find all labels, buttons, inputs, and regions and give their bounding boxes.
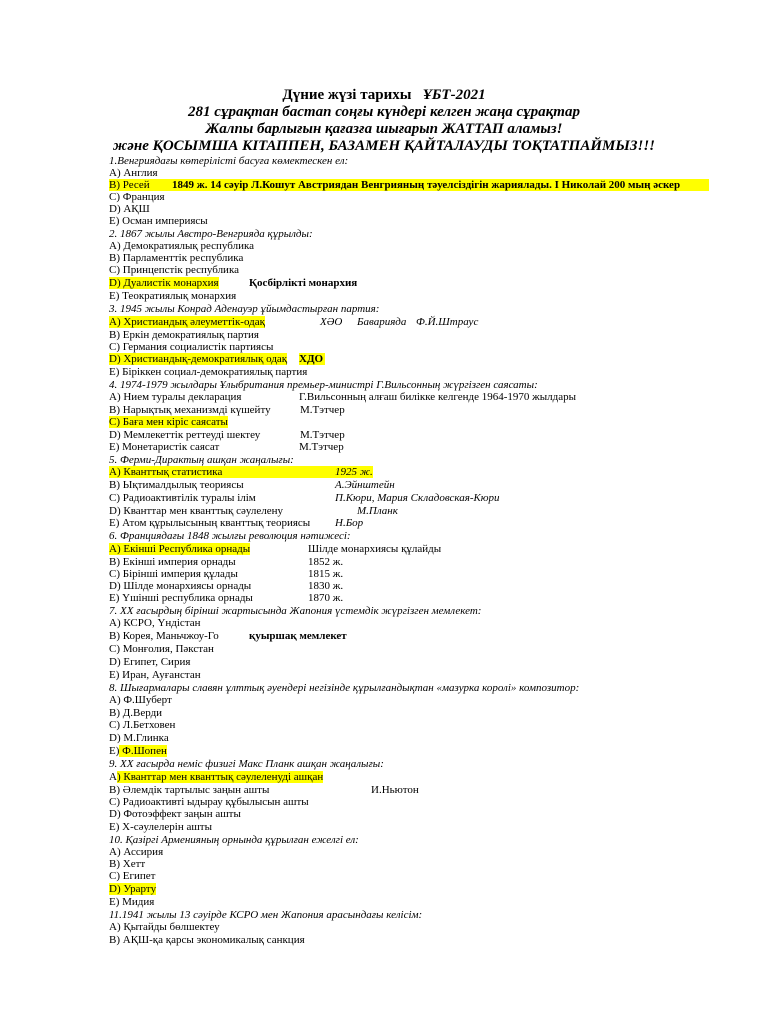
- q10-option-a: А) Ассирия: [109, 846, 164, 858]
- q6-option-d-row: [109, 580, 344, 592]
- document-title: [0, 86, 768, 104]
- q4-note-b: М.Тэтчер: [300, 404, 345, 416]
- q8-option-a: А) Ф.Шуберт: [109, 694, 172, 706]
- q4-note-e: М.Тэтчер: [299, 441, 344, 453]
- q2-option-b: В) Парламенттік республика: [109, 252, 244, 264]
- q9-option-a-answer: ) Кванттар мен кванттық сәулеленуді ашқан: [116, 771, 324, 783]
- q5-option-e-row: [109, 517, 364, 529]
- q3-option-c: С) Германия социалистік партиясы: [109, 341, 274, 353]
- q7-option-e: Е) Иран, Ауғанстан: [109, 669, 201, 681]
- q2-option-d-answer: D) Дуалистік монархия: [109, 277, 219, 289]
- question-4: 4. 1974-1979 жылдары Ұлыбритания премьер-министрі Г.Вильсонның жүргізген саясаты:: [109, 379, 538, 391]
- question-9: 9. ХХ ғасырда неміс физигі Макс Планк ашқан жаңалығы:: [109, 758, 384, 770]
- q1-option-b-label: В) Ресей: [109, 179, 150, 191]
- q6-note-d: 1830 ж.: [308, 580, 344, 592]
- q5-option-a-row: [109, 466, 373, 478]
- q4-option-a-row: [109, 391, 577, 403]
- q8-option-e-letter: Е): [109, 745, 120, 757]
- q9-option-b: В) Әлемдік тартылыс заңын ашты: [109, 784, 270, 796]
- q4-option-b-row: [109, 404, 345, 416]
- q9-option-b-row: [109, 784, 419, 796]
- q10-option-e: Е) Мидия: [109, 896, 155, 908]
- q5-note-d: М.Планк: [357, 505, 398, 517]
- q3-option-e: Е) Біріккен социал-демократиялық партия: [109, 366, 308, 378]
- q6-option-d: D) Шілде монархиясы орнады: [109, 580, 252, 592]
- q10-option-c: С) Египет: [109, 870, 156, 882]
- question-3: 3. 1945 жылы Конрад Аденауэр ұйымдастырған партия:: [109, 303, 380, 315]
- q5-option-d-row: [109, 505, 398, 517]
- q3-option-b: В) Еркін демократиялық партия: [109, 329, 259, 341]
- question-6: 6. Франциядағы 1848 жылғы революция нәтижесі:: [109, 530, 351, 542]
- q1-option-c: С) Франция: [109, 191, 165, 203]
- q4-option-d: D) Мемлекеттік реттеуді шектеу: [109, 429, 261, 441]
- q9-option-a-letter: А: [109, 771, 117, 783]
- q11-option-a: А) Қытайды бөлшектеу: [109, 921, 220, 933]
- q7-option-c: С) Монғолия, Пәкстан: [109, 643, 214, 655]
- q1-answer-note: 1849 ж. 14 сәуір Л.Кошут Австриядан Венгрияның тәуелсіздігін жариялады. І Николай 200 мың әскер: [172, 179, 681, 191]
- subtitle-new-questions: 281 сұрақтан бастап соңғы күндері келген жаңа сұрақтар: [188, 104, 580, 120]
- q2-option-d-row: [109, 277, 358, 289]
- q5-note-b: А.Эйнштейн: [335, 479, 395, 491]
- q4-note-d: М.Тэтчер: [300, 429, 345, 441]
- q5-option-b: В) Ықтималдылық теориясы: [109, 479, 244, 491]
- q3-option-a-row: [109, 316, 479, 328]
- title-text: Дүние жүзі тарихы: [282, 87, 412, 103]
- q6-note-a: Шілде монархиясы құлайды: [308, 543, 442, 555]
- q5-option-b-row: [109, 479, 395, 491]
- q3-option-d-row: [109, 353, 324, 365]
- question-10: 10. Қазіргі Арменияның орнында құрылған ежелгі ел:: [109, 834, 359, 846]
- q2-option-e: Е) Теократиялық монархия: [109, 290, 237, 302]
- q3-note-abbr: ХӘО: [320, 316, 343, 328]
- q7-option-b-row: [109, 630, 347, 642]
- q3-note-leader: Ф.Й.Штраус: [416, 316, 479, 328]
- subtitle-repeat: және ҚОСЫМША КІТАППЕН, БАЗАМЕН ҚАЙТАЛАУДЫ ТОҚТАТПАЙМЫЗ!!!: [112, 138, 656, 154]
- q10-option-b: В) Хетт: [109, 858, 146, 870]
- question-5: 5. Ферми-Дирактың ашқан жаңалығы:: [109, 454, 294, 466]
- q4-option-c-answer: С) Баға мен кіріс саясаты: [109, 416, 228, 428]
- q3-note-region: Бавариядa: [357, 316, 407, 328]
- q9-option-c: С) Радиоактивті ыдырау құбылысын ашты: [109, 796, 309, 808]
- q1-option-b-answer: [109, 179, 709, 191]
- q6-option-e: Е) Үшінші республика орнады: [109, 592, 253, 604]
- q4-option-d-row: [109, 429, 345, 441]
- q1-option-e: Е) Осман империясы: [109, 215, 208, 227]
- q10-option-d-answer: D) Урарту: [109, 883, 157, 895]
- q3-answer-note: ХДО: [299, 353, 324, 365]
- q8-option-d: D) М.Глинка: [109, 732, 169, 744]
- q5-note-a: 1925 ж.: [335, 466, 373, 478]
- q5-note-c: П.Кюри, Мария Складовская-Кюри: [335, 492, 500, 504]
- q8-option-e-row: [109, 745, 167, 757]
- q6-option-a-answer: А) Екінші Республика орнады: [109, 543, 251, 555]
- q9-option-e: Е) Х-сәулелерін ашты: [109, 821, 213, 833]
- question-8: 8. Шығармалары славян ұлттық әуендері негізінде құрылғандықтан «мазурка королі» композитор:: [109, 682, 580, 694]
- q1-option-a: А) Англия: [109, 167, 158, 179]
- q8-option-b: В) Д.Верди: [109, 707, 163, 719]
- q1-option-d: D) АҚШ: [109, 203, 150, 215]
- q6-note-e: 1870 ж.: [308, 592, 344, 604]
- q2-option-c: С) Принцепстік республика: [109, 264, 240, 276]
- q8-option-e-answer: Ф.Шопен: [119, 745, 167, 757]
- q11-option-b: В) АҚШ-қа қарсы экономикалық санкция: [109, 934, 305, 946]
- q2-answer-note: Қосбірлікті монархия: [249, 277, 358, 289]
- question-11: 11.1941 жылы 13 сәуірде КСРО мен Жапония арасындағы келісім:: [109, 909, 423, 921]
- q6-option-c-row: [109, 568, 344, 580]
- q4-option-b: В) Нарықтық механизмді күшейту: [109, 404, 271, 416]
- q4-option-a: А) Нием туралы декларация: [109, 391, 242, 403]
- question-2: 2. 1867 жылы Австро-Венгрияда құрылды:: [109, 228, 313, 240]
- q9-note-b: И.Ньютон: [371, 784, 419, 796]
- question-7: 7. ХХ ғасырдың бірінші жартысында Жапония үстемдік жүргізген мемлекет:: [109, 605, 482, 617]
- q5-option-a-answer: А) Кванттық статистика: [109, 466, 373, 478]
- title-tag: ҰБТ-2021: [422, 87, 486, 103]
- q7-note-b: қуыршақ мемлекет: [249, 630, 347, 642]
- q5-option-c-row: [109, 492, 500, 504]
- q8-option-c: С) Л.Бетховен: [109, 719, 176, 731]
- q6-option-c: С) Бірінші империя құлады: [109, 568, 238, 580]
- q5-note-e: Н.Бор: [335, 517, 364, 529]
- q5-option-d: D) Кванттар мен кванттық сәулелену: [109, 505, 284, 517]
- q6-note-c: 1815 ж.: [308, 568, 344, 580]
- q3-option-d-answer: D) Христиандық-демократиялық одақ: [109, 353, 288, 365]
- q5-option-c: С) Радиоактивтілік туралы ілім: [109, 492, 256, 504]
- q4-option-e-row: [109, 441, 344, 453]
- q6-option-e-row: [109, 592, 344, 604]
- q7-option-d: D) Египет, Сирия: [109, 656, 191, 668]
- q9-option-a-row: [109, 771, 323, 783]
- q6-option-b-row: [109, 556, 344, 568]
- q6-option-a-row: [109, 543, 442, 555]
- q4-option-e: Е) Монетаристік саясат: [109, 441, 220, 453]
- q7-option-a: А) КСРО, Үндістан: [109, 617, 201, 629]
- q4-note-a: Г.Вильсонның алғаш билікке келгенде 1964-1970 жылдары: [299, 391, 577, 403]
- q3-option-a-answer: А) Христиандық әлеуметтік-одақ: [109, 316, 265, 328]
- q9-option-d: D) Фотоэффект заңын ашты: [109, 808, 241, 820]
- subtitle-memorize: Жалпы барлығын қағазға шығарып ЖАТТАП аламыз!: [205, 121, 563, 137]
- question-1: 1.Венгриядағы көтерілісті басуға көмектескен ел:: [109, 155, 349, 167]
- q6-option-b: В) Екінші империя орнады: [109, 556, 236, 568]
- q5-option-e: Е) Атом құрылысының кванттық теориясы: [109, 517, 311, 529]
- q6-note-b: 1852 ж.: [308, 556, 344, 568]
- q2-option-a: А) Демократиялық республика: [109, 240, 255, 252]
- q7-option-b: В) Корея, Маньчжоу-Го: [109, 630, 219, 642]
